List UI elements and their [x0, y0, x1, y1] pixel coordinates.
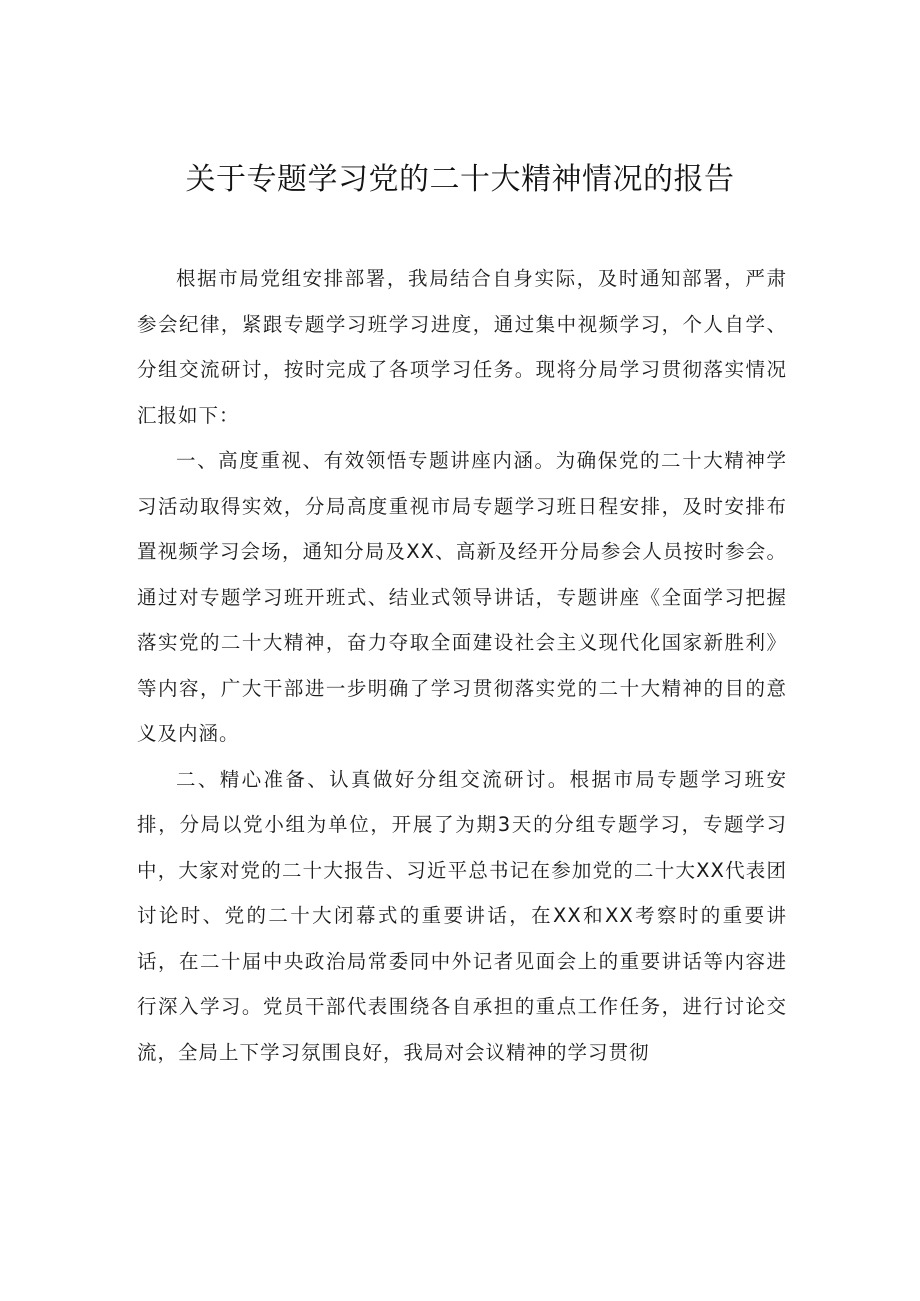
paragraph-intro: 根据市局党组安排部署，我局结合自身实际，及时通知部署，严肃参会纪律，紧跟专题学习班学习进度，通过集中视频学习，个人自学、分组交流研讨，按时完成了各项学习任务。现将分局学习贯彻落实情况汇报如下：: [137, 267, 787, 427]
document-title: 关于专题学习党的二十大精神情况的报告: [185, 162, 735, 197]
paragraph-section-one: 一、高度重视、有效领悟专题讲座内涵。为确保党的二十大精神学习活动取得实效，分局高度重视市局专题学习班日程安排，及时安排布置视频学习会场，通知分局及XX、高新及经开分局参会人员按时参会。通过对专题学习班开班式、结业式领导讲话，专题讲座《全面学习把握落实党的二十大精神，奋力夺取全面建设社会主义现代化国家新胜利》等内容，广大干部进一步明确了学习贯彻落实党的二十大精神的目的意义及内涵。: [137, 449, 787, 745]
document-body: [137, 256, 787, 1075]
paragraph-section-two: 二、精心准备、认真做好分组交流研讨。根据市局专题学习班安排，分局以党小组为单位，开展了为期3天的分组专题学习，专题学习中，大家对党的二十大报告、习近平总书记在参加党的二十大XX代表团讨论时、党的二十大闭幕式的重要讲话，在XX和XX考察时的重要讲话，在二十届中央政治局常委同中外记者见面会上的重要讲话等内容进行深入学习。党员干部代表围绕各自承担的重点工作任务，进行讨论交流，全局上下学习氛围良好，我局对会议精神的学习贯彻: [137, 767, 787, 1064]
